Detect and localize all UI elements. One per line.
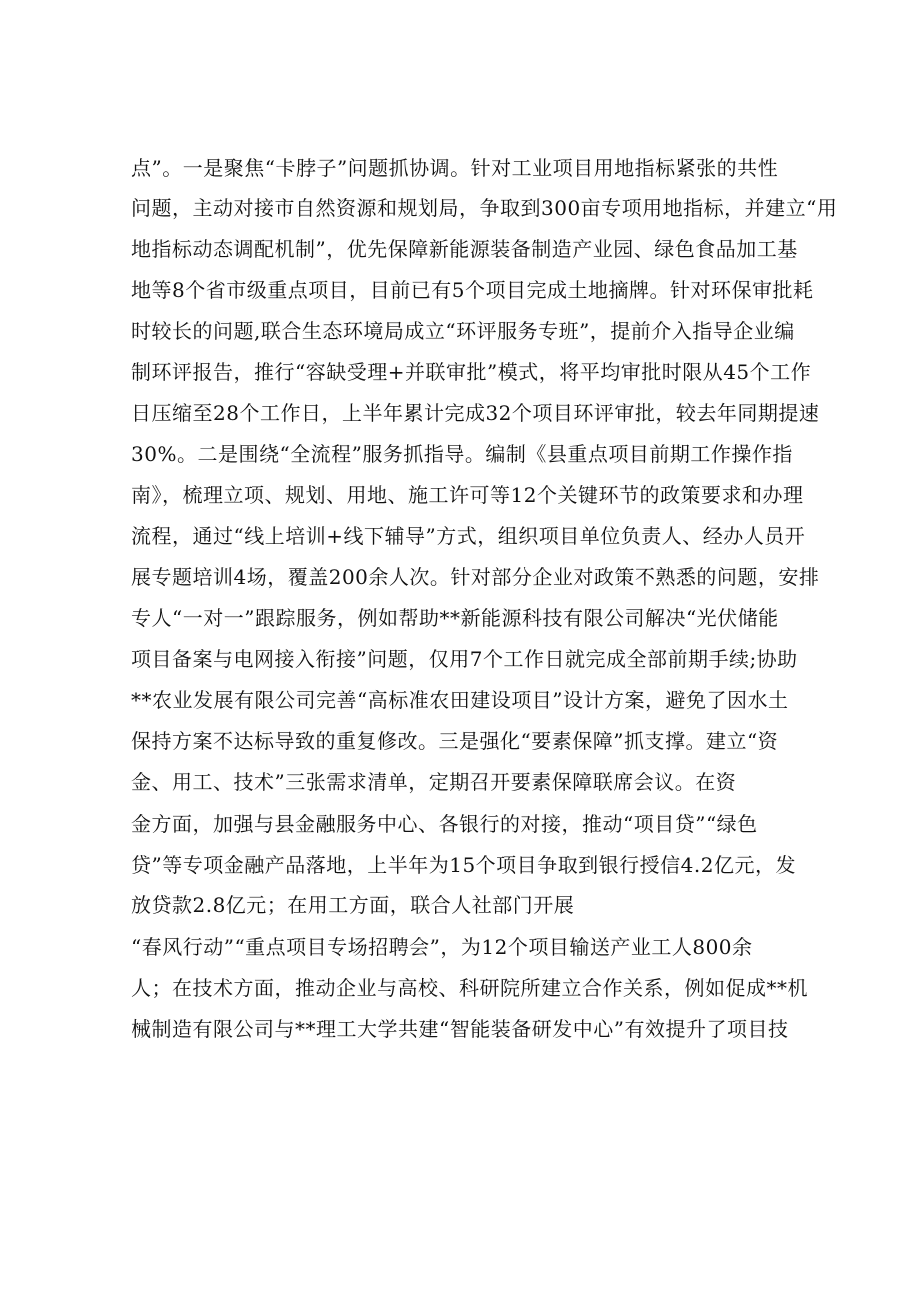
- text-line: 贷”等专项金融产品落地，上半年为15个项目争取到银行授信4.2亿元，发: [131, 853, 796, 877]
- text-line: 人；在技术方面，推动企业与高校、科研院所建立合作关系，例如促成**机: [131, 976, 808, 1000]
- text-line: 点”。一是聚焦“卡脖子”问题抓协调。针对工业项目用地指标紧张的共性: [131, 156, 779, 180]
- text-line: 项目备案与电网接入衔接”问题，仅用7个工作日就完成全部前期手续;协助: [131, 647, 798, 671]
- text-line: “春风行动”“重点项目专场招聘会”，为12个项目输送产业工人800余: [131, 935, 753, 959]
- text-line: 时较长的问题,联合生态环境局成立“环评服务专班”，提前介入指导企业编: [131, 319, 795, 343]
- text-line: 30%。二是围绕“全流程”服务抓指导。编制《县重点项目前期工作操作指: [131, 442, 793, 466]
- text-line: 南》，梳理立项、规划、用地、施工许可等12个关键环节的政策要求和办理: [131, 483, 804, 507]
- text-line: 问题，主动对接市自然资源和规划局，争取到300亩专项用地指标，并建立“用: [131, 196, 838, 220]
- text-line: 金、用工、技术”三张需求清单，定期召开要素保障联席会议。在资: [131, 770, 737, 794]
- text-line: 地等8个省市级重点项目，目前已有5个项目完成土地摘牌。针对环保审批耗: [131, 278, 814, 302]
- text-line: 日压缩至28个工作日，上半年累计完成32个项目环评审批，较去年同期提速: [131, 401, 820, 425]
- text-line: 专人“一对一”跟踪服务，例如帮助**新能源科技有限公司解决“光伏储能: [131, 606, 779, 630]
- text-line: 地指标动态调配机制”，优先保障新能源装备制造产业园、绿色食品加工基: [131, 237, 798, 261]
- text-line: 制环评报告，推行“容缺受理+并联审批”模式，将平均审批时限从45个工作: [131, 360, 812, 384]
- text-line: 展专题培训4场，覆盖200余人次。针对部分企业对政策不熟悉的问题，安排: [131, 565, 820, 589]
- text-line: 流程，通过“线上培训+线下辅导”方式，组织项目单位负责人、经办人员开: [131, 524, 806, 548]
- text-line: **农业发展有限公司完善“高标准农田建设项目”设计方案，避免了因水土: [131, 688, 789, 712]
- text-line: 放贷款2.8亿元；在用工方面，联合人社部门开展: [131, 893, 575, 917]
- text-line: 金方面，加强与县金融服务中心、各银行的对接，推动“项目贷”“绿色: [131, 812, 758, 836]
- text-line: 械制造有限公司与**理工大学共建“智能装备研发中心”有效提升了项目技: [131, 1017, 789, 1041]
- text-line: 保持方案不达标导致的重复修改。三是强化“要素保障”抓支撑。建立“资: [131, 729, 779, 753]
